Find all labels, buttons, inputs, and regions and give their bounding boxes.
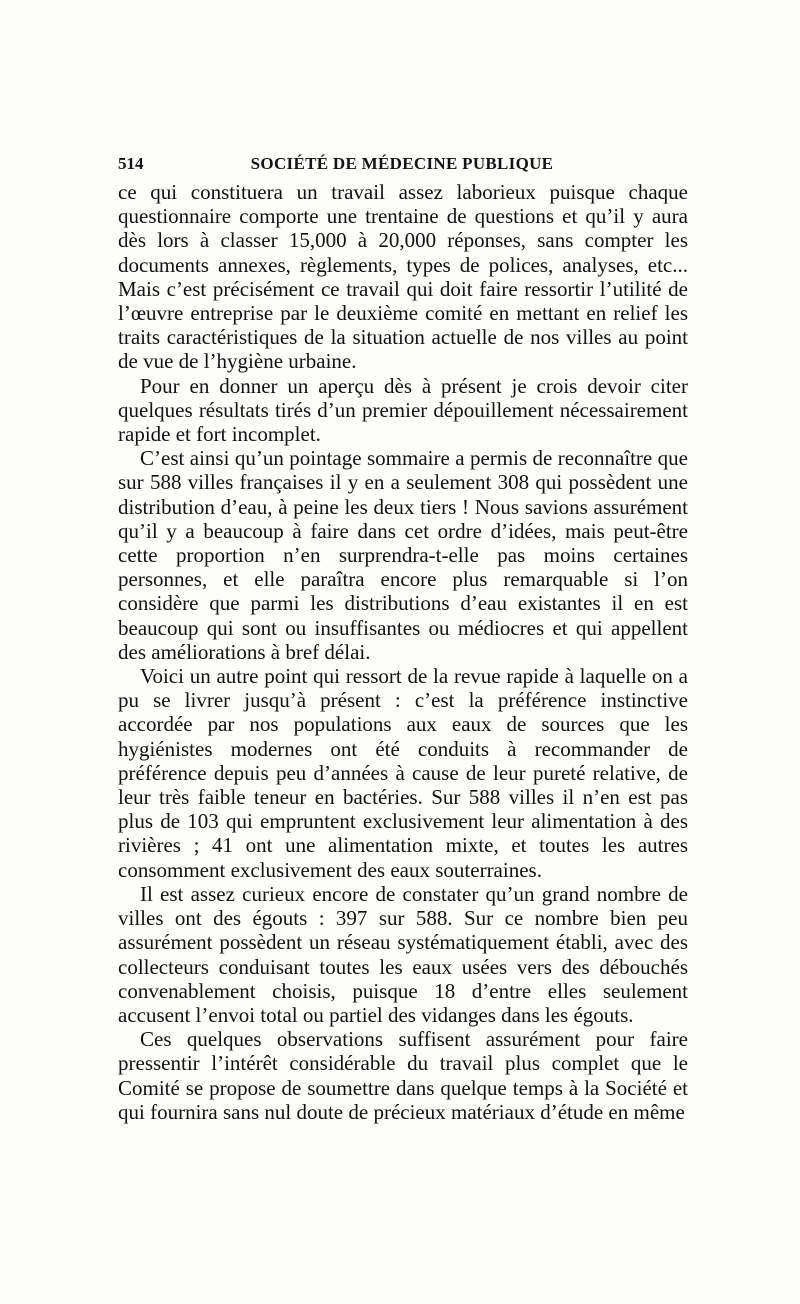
paragraph: C’est ainsi qu’un pointage sommaire a permis de reconnaître que sur 588 villes françaises il y en a seulement 308 qui possèdent une distribution d’eau, à peine les deux tiers ! Nous savions assurément qu’il y a beaucoup à faire dans cet ordre d’idées, mais peut-être cette proportion n’en surprendra-t-elle pas moins certaines personnes, et elle paraîtra encore plus remarquable si l’on considère que parmi les distributions d’eau existantes il en est beaucoup qui sont ou insuffisantes ou médiocres et qui appellent des améliorations à bref délai. xyxy=(118,446,688,664)
page-header xyxy=(118,154,686,178)
paragraph: Il est assez curieux encore de constater qu’un grand nombre de villes ont des égouts : 397 sur 588. Sur ce nombre bien peu assurément possèdent un réseau systématiquement établi, avec des collecteurs conduisant toutes les eaux usées vers des débouchés convenablement choisis, puisque 18 d’entre elles seulement accusent l’envoi total ou partiel des vidanges dans les égouts. xyxy=(118,881,688,1027)
paragraph-continuation: ce qui constituera un travail assez laborieux puisque chaque questionnaire comporte une trentaine de questions et qu’il y aura dès lors à classer 15,000 à 20,000 réponses, sans compter les documents annexes, règlements, types de polices, analyses, etc... Mais c’est précisément ce travail qui doit faire ressortir l’utilité de l’œuvre entreprise par le deuxième comité en mettant en relief les traits caractéristiques de la situation actuelle de nos villes au point de vue de l’hygiène urbaine. xyxy=(118,180,688,374)
running-title: SOCIÉTÉ DE MÉDECINE PUBLIQUE xyxy=(250,154,554,173)
paragraph: Ces quelques observations suffisent assurément pour faire pressentir l’intérêt considérable du travail plus complet que le Comité se propose de soumettre dans quelque temps à la Société et qui fournira sans nul doute de précieux matériaux d’étude en même xyxy=(118,1027,688,1124)
body-text xyxy=(118,180,688,1124)
paragraph: Voici un autre point qui ressort de la revue rapide à laquelle on a pu se livrer jusqu’à présent : c’est la préférence instinctive accordée par nos populations aux eaux de sources que les hygiénistes modernes ont été conduits à recommander de préférence depuis peu d’années à cause de leur pureté relative, de leur très faible teneur en bactéries. Sur 588 villes il n’en est pas plus de 103 qui empruntent exclusivement leur alimentation à des rivières ; 41 ont une alimentation mixte, et toutes les autres consomment exclusivement des eaux souterraines. xyxy=(118,664,688,882)
paragraph: Pour en donner un aperçu dès à présent je crois devoir citer quelques résultats tirés d’un premier dépouillement nécessairement rapide et fort incomplet. xyxy=(118,373,688,447)
page-number: 514 xyxy=(118,154,144,173)
